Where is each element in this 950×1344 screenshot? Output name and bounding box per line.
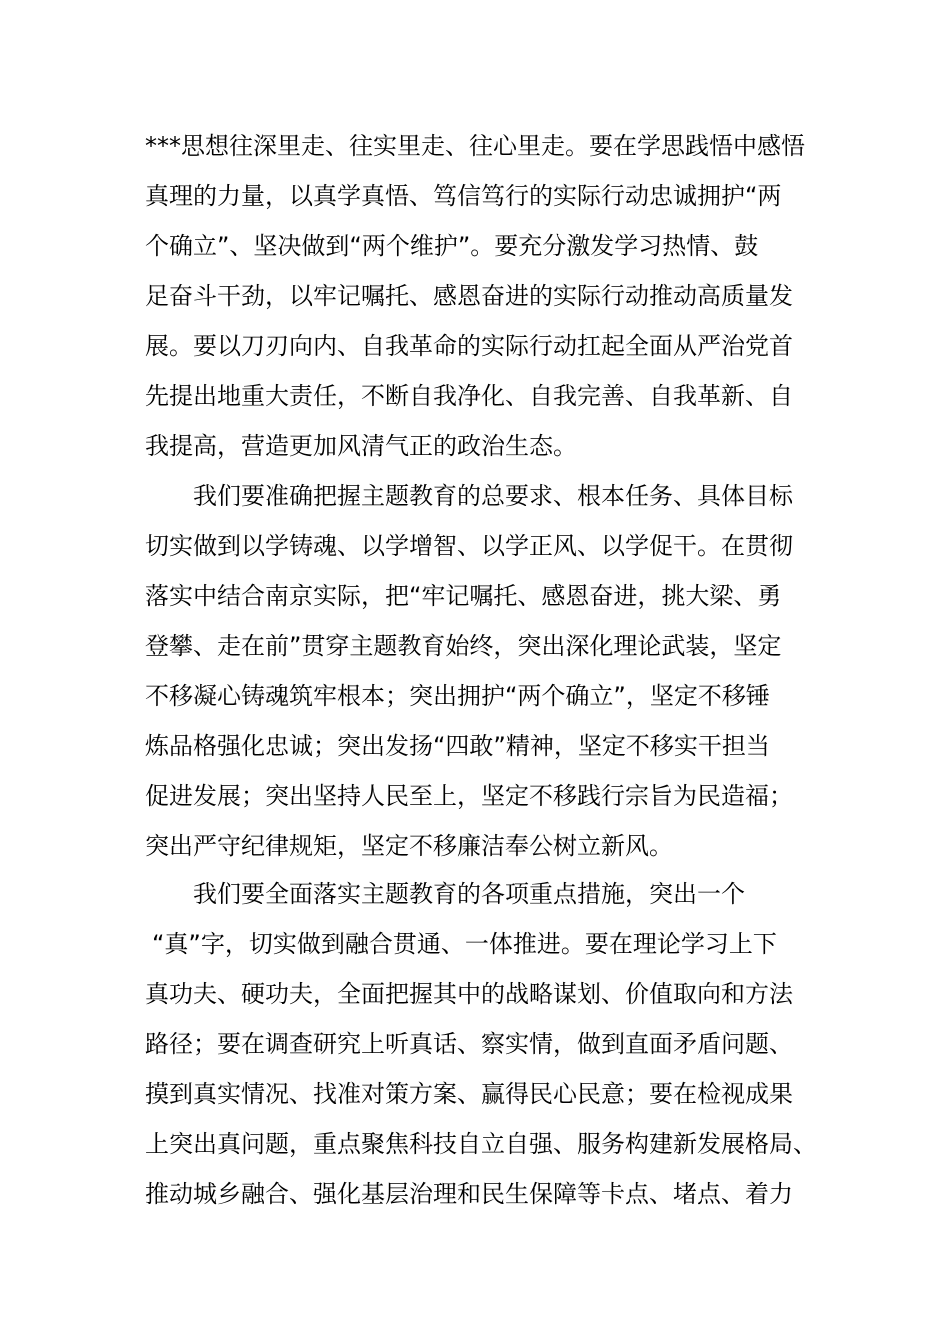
paragraph-first-line: 我们要准确把握主题教育的总要求、根本任务、具体目标: [193, 482, 793, 510]
text-line: 真功夫、硬功夫，全面把握其中的战略谋划、价值取向和方法: [145, 980, 793, 1008]
paragraph-first-line: 我们要全面落实主题教育的各项重点措施，突出一个: [193, 880, 745, 908]
text-line: 登攀、走在前”贯穿主题教育始终，突出深化理论武装，坚定: [145, 632, 782, 660]
text-line: 上突出真问题，重点聚焦科技自立自强、服务构建新发展格局、: [145, 1130, 817, 1158]
text-line: ***思想往深里走、往实里走、往心里走。要在学思践悟中感悟: [145, 132, 805, 160]
text-line: 落实中结合南京实际，把“牢记嘱托、感恩奋进，挑大梁、勇: [145, 582, 782, 610]
text-line: 不移凝心铸魂筑牢根本；突出拥护“两个确立”，坚定不移锤: [145, 682, 770, 710]
text-line: 我提高，营造更加风清气正的政治生态。: [145, 432, 577, 460]
text-line: 促进发展；突出坚持人民至上，坚定不移践行宗旨为民造福；: [145, 782, 793, 810]
text-line: 路径；要在调查研究上听真话、察实情，做到直面矛盾问题、: [145, 1030, 793, 1058]
text-line: 真理的力量，以真学真悟、笃信笃行的实际行动忠诚拥护“两: [145, 182, 782, 210]
text-line: 个确立”、坚决做到“两个维护”。要充分激发学习热情、鼓: [145, 232, 759, 260]
text-line: 推动城乡融合、强化基层治理和民生保障等卡点、堵点、着力: [145, 1180, 793, 1208]
text-line: 摸到真实情况、找准对策方案、赢得民心民意；要在检视成果: [145, 1080, 793, 1108]
text-line: 先提出地重大责任，不断自我净化、自我完善、自我革新、自: [145, 382, 793, 410]
text-line: 突出严守纪律规矩，坚定不移廉洁奉公树立新风。: [145, 832, 673, 860]
text-line: 切实做到以学铸魂、以学增智、以学正风、以学促干。在贯彻: [145, 532, 793, 560]
text-line: 炼品格强化忠诚；突出发扬“四敢”精神，坚定不移实干担当: [145, 732, 770, 760]
text-line: “真”字，切实做到融合贯通、一体推进。要在理论学习上下: [152, 930, 777, 958]
text-line: 展。要以刀刃向内、自我革命的实际行动扛起全面从严治党首: [145, 332, 793, 360]
text-line: 足奋斗干劲，以牢记嘱托、感恩奋进的实际行动推动高质量发: [145, 282, 793, 310]
